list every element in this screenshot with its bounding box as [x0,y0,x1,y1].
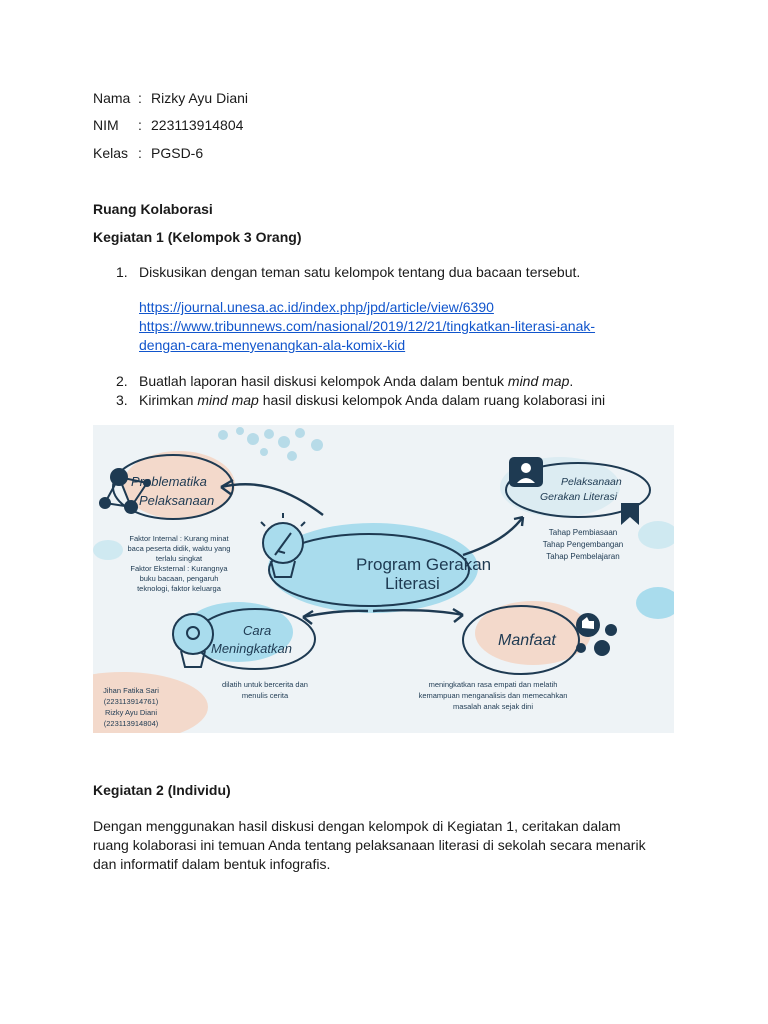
reference-links [139,298,595,355]
center-title-line2: Literasi [385,574,440,593]
class-value: PGSD-6 [151,145,204,161]
benefit-title: Manfaat [498,632,556,649]
improve-text: menulis cerita [241,691,289,700]
list-number: 1. [116,264,128,280]
impl-text: Tahap Pembelajaran [546,552,620,561]
list-item: Buatlah laporan hasil diskusi kelompok Anda dalam bentuk mind map. [139,373,574,389]
improve-text: dilatih untuk bercerita dan [222,680,308,689]
section-title: Ruang Kolaborasi [93,201,213,217]
benefit-text: meningkatkan rasa empati dan melatih [428,680,558,689]
impl-title-line2: Gerakan Literasi [540,491,618,503]
impl-text: Tahap Pengembangan [542,540,624,549]
name-value: Rizky Ayu Diani [151,90,249,106]
benefit-text: kemampuan menganalisis dan memecahkan [418,691,568,700]
impl-title-line1: Pelaksanaan [561,476,622,488]
activity2-title: Kegiatan 2 (Individu) [93,782,231,798]
author-name: Jihan Fatika Sari [103,686,159,695]
tribunnews-link-continued[interactable]: dengan-cara-menyenangkan-ala-komix-kid [139,337,406,353]
journal-link[interactable]: https://journal.unesa.ac.id/index.php/jpd/article/view/6390 [139,299,494,315]
problem-title-line2: Pelaksanaan [139,493,215,508]
improve-title-line2: Meningkatkan [211,641,292,656]
list-item: Diskusikan dengan teman satu kelompok tentang dua bacaan tersebut. [139,264,581,280]
nim-separator: : [138,117,142,133]
tribunnews-link[interactable]: https://www.tribunnews.com/nasional/2019/12/21/tingkatkan-literasi-anak- [139,318,596,334]
paragraph-line: Dengan menggunakan hasil diskusi dengan kelompok di Kegiatan 1, ceritakan dalam [93,818,621,834]
activity2-paragraph [93,817,693,874]
author-id: (223113914804) [103,719,159,728]
nim-value: 223113914804 [151,117,244,133]
problem-text: Faktor Internal : Kurang minat [129,534,229,543]
author-name: Rizky Ayu Diani [105,708,157,717]
author-id: (223113914761) [103,697,159,706]
list-number: 2. [116,373,128,389]
paragraph-line: dan informatif dalam bentuk infografis. [93,856,331,872]
mind-map-image [93,425,674,733]
problem-title-line1: Problematika [131,474,207,489]
problem-text: Faktor Eksternal : Kurangnya [130,564,228,573]
problem-text: baca peserta didik, waktu yang [127,544,231,553]
name-separator: : [138,90,142,106]
problem-text: buku bacaan, pengaruh [139,574,219,583]
center-title-line1: Program Gerakan [356,555,492,574]
paragraph-line: ruang kolaborasi ini temuan Anda tentang pelaksanaan literasi di sekolah secara menarik [93,837,646,853]
impl-text: Tahap Pembiasaan [548,528,618,537]
list-number: 3. [116,392,128,408]
nim-label: NIM [93,117,119,133]
improve-title-line1: Cara [243,623,272,638]
class-label: Kelas [93,145,129,161]
problem-text: terlalu singkat [155,554,203,563]
benefit-text: masalah anak sejak dini [452,702,534,711]
activity1-title: Kegiatan 1 (Kelompok 3 Orang) [93,229,302,245]
class-separator: : [138,145,142,161]
name-label: Nama [93,90,131,106]
list-item: Kirimkan mind map hasil diskusi kelompok Anda dalam ruang kolaborasi ini [139,392,606,408]
problem-text: teknologi, faktor keluarga [137,584,221,593]
